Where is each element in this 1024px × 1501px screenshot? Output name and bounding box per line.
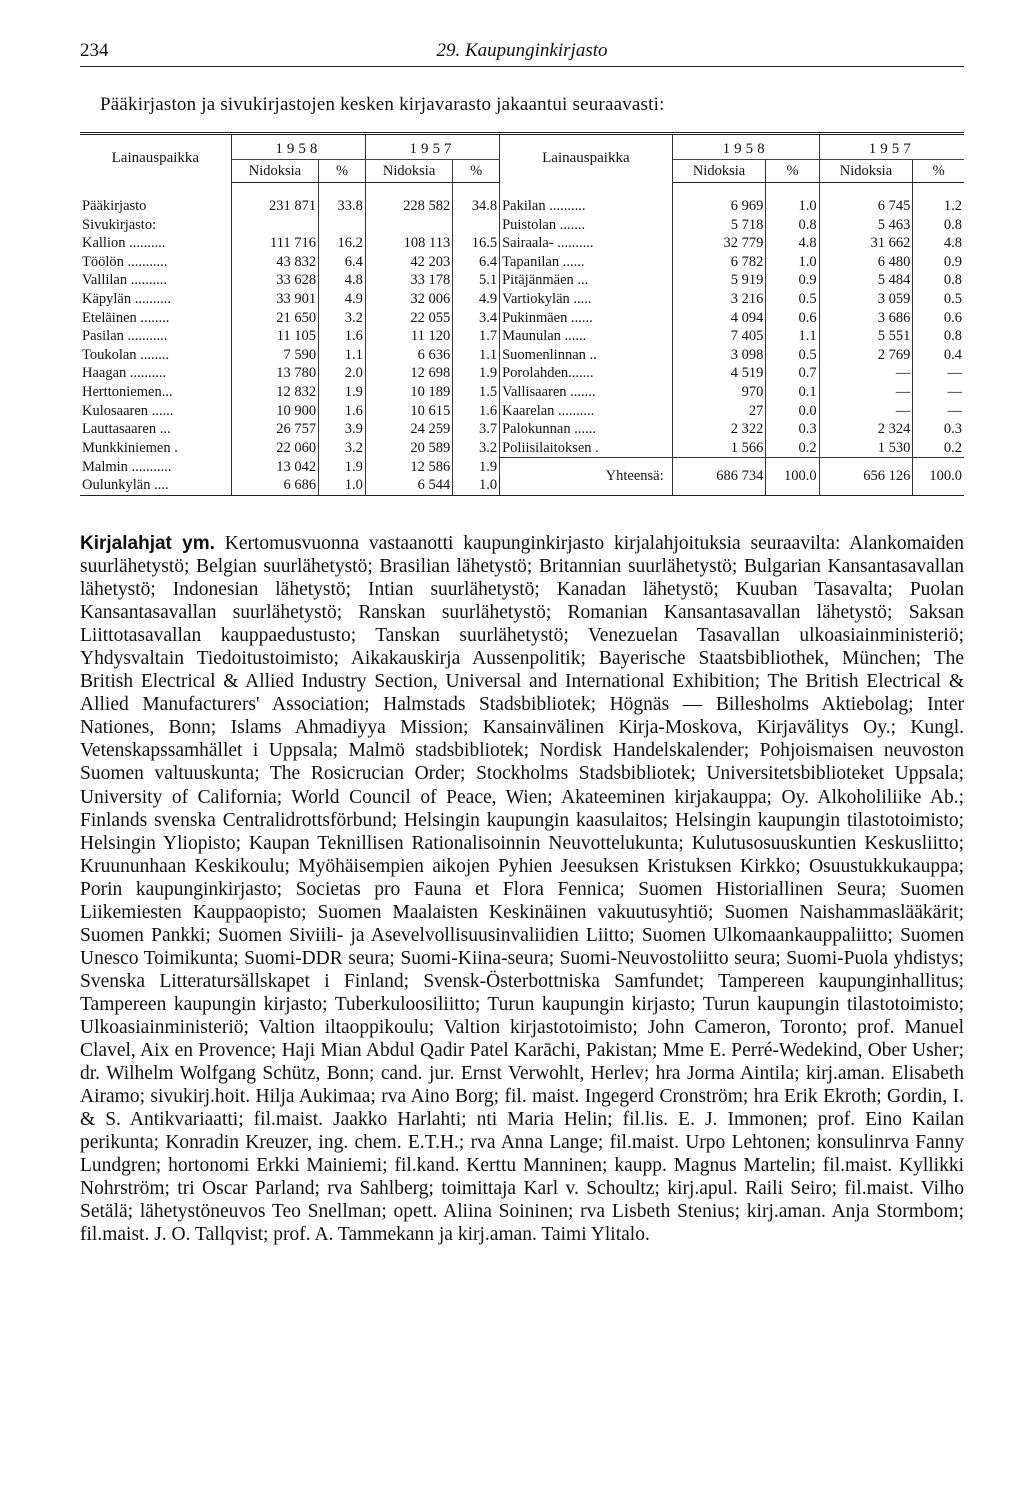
volumes-1958: 7 590: [231, 346, 318, 365]
percent-1957: 0.5: [943, 290, 962, 307]
volumes-1958: [231, 216, 318, 235]
percent-1957: 1.6: [453, 402, 500, 421]
place-name: Herttoniemen...: [80, 383, 231, 402]
percent-1958: 0.7: [766, 364, 819, 383]
percent-1958: 3.2: [319, 309, 366, 328]
place-name: Munkkiniemen .: [80, 439, 231, 458]
volumes-1957: 42 203: [365, 253, 452, 272]
percent-1957: —: [947, 365, 962, 382]
table-row: [80, 271, 964, 290]
percent-1958: 0.6: [766, 309, 819, 328]
volumes-1957: 108 113: [365, 234, 452, 253]
place-name: Lauttasaaren ...: [80, 420, 231, 439]
volumes-1958: 6 969: [672, 197, 766, 216]
percent-1958: 16.2: [319, 234, 366, 253]
percent-1957: [453, 216, 500, 235]
place-name: Kaarelan ..........: [500, 402, 673, 421]
volumes-1958: 231 871: [231, 197, 318, 216]
volumes-1957: 24 259: [365, 420, 452, 439]
percent-1958: 1.0: [319, 476, 366, 495]
volumes-1957: —: [819, 364, 913, 383]
header-place-left: Lainauspaikka: [80, 134, 231, 183]
percent-1958: 0.5: [766, 346, 819, 365]
percent-1958: 0.5: [766, 290, 819, 309]
volumes-1958: 32 779: [672, 234, 766, 253]
running-title: 29. Kaupunginkirjasto: [436, 40, 608, 61]
place-name: Käpylän ..........: [80, 290, 231, 309]
table-row: [80, 458, 964, 477]
percent-1957: 0.3: [943, 421, 962, 438]
volumes-1958: 1 566: [672, 439, 766, 458]
volumes-1957: 6 745: [819, 197, 913, 216]
percent-1957: 0.4: [943, 346, 962, 363]
percent-1957: —: [947, 402, 962, 419]
percent-1957: 3.4: [453, 309, 500, 328]
header-year-1957-left: 1957: [365, 134, 499, 160]
table-row: [80, 197, 964, 216]
percent-1957: 6.4: [453, 253, 500, 272]
table-body: [80, 183, 964, 496]
total-percent-1957: 100.0: [913, 458, 964, 496]
total-volumes-1958: 686 734: [672, 458, 766, 496]
volumes-1958: 4 519: [672, 364, 766, 383]
place-name: Oulunkylän ....: [80, 476, 231, 495]
place-name: Vallilan ..........: [80, 271, 231, 290]
percent-1957: —: [947, 383, 962, 400]
percent-1957: 16.5: [453, 234, 500, 253]
percent-1958: 0.0: [766, 402, 819, 421]
percent-1958: 1.6: [319, 402, 366, 421]
table-row: [80, 420, 964, 439]
percent-1957: 0.6: [943, 309, 962, 326]
volumes-1957: 3 686: [819, 309, 913, 328]
percent-1958: 1.9: [319, 458, 366, 477]
volumes-1957: 31 662: [819, 234, 913, 253]
volumes-1958: 27: [672, 402, 766, 421]
volumes-1958: 26 757: [231, 420, 318, 439]
percent-1957: 1.9: [453, 364, 500, 383]
volumes-1957: 20 589: [365, 439, 452, 458]
volumes-1957: —: [819, 383, 913, 402]
volumes-1957: 32 006: [365, 290, 452, 309]
place-name: Pitäjänmäen ...: [500, 271, 673, 290]
header-nidoksia: Nidoksia: [365, 160, 452, 183]
volumes-1957: 6 480: [819, 253, 913, 272]
place-name: Sivukirjasto:: [80, 216, 231, 235]
volumes-1958: 6 782: [672, 253, 766, 272]
place-name: Tapanilan ......: [500, 253, 673, 272]
place-name: Porolahden.......: [500, 364, 673, 383]
volumes-1957: 6 544: [365, 476, 452, 495]
place-name: Poliisilaitoksen .: [500, 439, 673, 458]
percent-1958: 4.9: [319, 290, 366, 309]
header-place-right: Lainauspaikka: [500, 134, 673, 183]
volumes-1958: 33 628: [231, 271, 318, 290]
table-row: [80, 346, 964, 365]
header-year-1958-left: 1958: [231, 134, 365, 160]
volumes-1957: 1 530: [819, 439, 913, 458]
volumes-1958: 21 650: [231, 309, 318, 328]
section-heading: Kirjalahjat ym.: [80, 533, 215, 554]
volumes-1958: 3 098: [672, 346, 766, 365]
table-row: [80, 439, 964, 458]
percent-1958: 33.8: [319, 197, 366, 216]
header-percent: %: [319, 160, 366, 183]
place-name: Töölön ...........: [80, 253, 231, 272]
table-row: [80, 383, 964, 402]
percent-1957: 0.8: [943, 328, 962, 345]
percent-1957: 1.5: [453, 383, 500, 402]
place-name: Vartiokylän .....: [500, 290, 673, 309]
percent-1958: 0.9: [766, 271, 819, 290]
place-name: Sairaala- ..........: [500, 234, 673, 253]
collection-table: [80, 132, 964, 496]
volumes-1957: 5 463: [819, 216, 913, 235]
percent-1958: 4.8: [319, 271, 366, 290]
percent-1957: 1.9: [453, 458, 500, 477]
percent-1958: 1.9: [319, 383, 366, 402]
percent-1957: 0.8: [943, 272, 962, 289]
volumes-1957: 5 551: [819, 327, 913, 346]
percent-1958: 0.1: [766, 383, 819, 402]
running-head: [80, 40, 964, 67]
table-row: [80, 290, 964, 309]
volumes-1957: 6 636: [365, 346, 452, 365]
table-row: [80, 234, 964, 253]
place-name: Kulosaaren ......: [80, 402, 231, 421]
place-name: Pääkirjasto: [80, 197, 231, 216]
percent-1958: 4.8: [766, 234, 819, 253]
volumes-1957: 12 586: [365, 458, 452, 477]
volumes-1958: 970: [672, 383, 766, 402]
volumes-1958: 22 060: [231, 439, 318, 458]
percent-1957: 0.2: [943, 439, 962, 456]
header-year-1958-right: 1958: [672, 134, 819, 160]
place-name: Malmin ...........: [80, 458, 231, 477]
volumes-1958: 5 919: [672, 271, 766, 290]
place-name: Vallisaaren .......: [500, 383, 673, 402]
volumes-1958: 2 322: [672, 420, 766, 439]
percent-1958: 2.0: [319, 364, 366, 383]
volumes-1958: 13 780: [231, 364, 318, 383]
volumes-1957: 5 484: [819, 271, 913, 290]
percent-1957: 34.8: [453, 197, 500, 216]
percent-1957: 4.8: [943, 235, 962, 252]
volumes-1957: 10 615: [365, 402, 452, 421]
percent-1958: 0.2: [766, 439, 819, 458]
percent-1958: [319, 216, 366, 235]
section-text: Kertomusvuonna vastaanotti kaupunginkirjasto kirjalahjoituksia seuraavilta: Alankomaiden suurlähetystö; Belgian suurlähetystö; Brasilian lähetystö; Britannian suurlähetystö; Bulgarian Kansantasavallan lähetystö; Indonesian lähetystö; Intian suurlähetystö; Kanadan lähetystö; Kuuban Tasavalta; Puolan Kansantasavallan suurlähetystö; Ranskan suurlähetystö; Romanian Kansantasavallan lähetystö; Saksan Liittotasavallan kauppaedustusto; Tanskan suurlähetystö; Venezuelan Tasavallan ulkoasiainministeriö; Yhdysvaltain Tiedoitustoimisto; Aikakauskirja Aussenpolitik; Bayerische Staatsbibliothek, München; The British Electrical & Allied Industry Section, Universal and International Exhibition; The British Electrical & Allied Manufacturers' Association; Halmstads Stadsbibliotek; Högnäs — Billesholms Aktiebolag; Inter Nationes, Bonn; Islams Ahmadiyya Mission; Kansainvälinen Kirja-Moskova, Kirjavälitys Oy.; Kungl. Vetenskapssamhället i Uppsala; Malmö stadsbibliotek; Nordisk Handelskalender; Pohjoismaisen neuvoston Suomen valtuuskunta; The Rosicrucian Order; Stockholms Stadsbibliotek; Universitetsbiblioteket Uppsala; University of California; World Council of Peace, Wien; Akateeminen kirjakauppa; Oy. Alkoholiliike Ab.; Finlands svenska Centralidrottsförbund; Helsingin kaupungin kaasulaitos; Helsingin kaupungin tilastotoimisto; Helsingin Yliopisto; Kaupan Teknillisen Rationalisoinnin Neuvottelukunta; Kulutusosuuskuntien Keskusliitto; Kruununhaan Keskikoulu; Myöhäisempien aikojen Pyhien Jeesuksen Kristuksen Kirkko; Osuustukkukauppa; Porin kaupunginkirjasto; Societas pro Fauna et Flora Fennica; Suomen Historiallinen Seura; Suomen Liikemiesten Kauppaopisto; Suomen Maalaisten Keskinäinen vakuutusyhtiö; Suomen Naishammaslääkärit; Suomen Pankki; Suomen Siviili- ja Asevelvollisuusinvaliidien Liitto; Suomen Ulkomaankauppaliitto; Suomen Unesco Toimikunta; Suomi-DDR seura; Suomi-Kiina-seura; Suomi-Neuvostoliitto seura; Suomi-Puola yhdistys; Svenska Litteratursällskapet i Finland; Svensk-Österbottniska Samfundet; Tampereen kaupunginhallitus; Tampereen kaupungin kirjasto; Tuberkuloosiliitto; Turun kaupungin kirjasto; Turun kaupungin tilastotoimisto; Ulkoasiainministeriö; Valtion iltaoppikoulu; Valtion kirjastotoimisto; John Cameron, Toronto; prof. Manuel Clavel, Aix en Provence; Haji Mian Abdul Qadir Patel Karāchi, Pakistan; Mme E. Perré-Wedekind, Ober Usher; dr. Wilhelm Wolfgang Schütz, Bonn; cand. jur. Ernst Verwohlt, Herlev; hra Jorma Aintila; kirj.aman. Elisabeth Airamo; sivukirj.hoit. Hilja Aukimaa; rva Aino Borg; fil. maist. Ingegerd Cronström; hra Erik Ekroth; Gordin, I. & S. Antikvariaatti; fil.maist. Jaakko Harlahti; nti Maria Helin; fil.lis. E. J. Immonen; prof. Eino Kailan perikunta; Konradin Kreuzer, ing. chem. E.T.H.; rva Anna Lange; fil.maist. Urpo Lehtonen; konsulinrva Fanny Lundgren; hortonomi Erkki Mainiemi; fil.kand. Kerttu Manninen; kaupp. Magnus Martelin; fil.maist. Kyllikki Nohrström; tri Oscar Parland; rva Sahlberg; toimittaja Karl v. Schoultz; kirj.apul. Raili Seiro; fil.maist. Vilho Setälä; lähetystöneuvos Teo Snellman; opett. Aliina Soininen; rva Lisbeth Stenius; kirj.aman. Anja Stormbom; fil.maist. J. O. Tallqvist; prof. A. Tammekann ja kirj.aman. Taimi Ylitalo.: [80, 533, 964, 1246]
donations-paragraph: [80, 532, 964, 1246]
place-name: Suomenlinnan ..: [500, 346, 673, 365]
volumes-1957: 2 324: [819, 420, 913, 439]
table-row: [80, 309, 964, 328]
volumes-1958: 6 686: [231, 476, 318, 495]
volumes-1957: 2 769: [819, 346, 913, 365]
volumes-1957: 3 059: [819, 290, 913, 309]
volumes-1958: 10 900: [231, 402, 318, 421]
volumes-1957: 33 178: [365, 271, 452, 290]
volumes-1957: 10 189: [365, 383, 452, 402]
header-nidoksia: Nidoksia: [819, 160, 913, 183]
percent-1957: 0.9: [943, 253, 962, 270]
table-row: [80, 402, 964, 421]
table-row: [80, 364, 964, 383]
volumes-1957: 228 582: [365, 197, 452, 216]
header-percent: %: [913, 160, 964, 183]
percent-1958: 6.4: [319, 253, 366, 272]
percent-1958: 3.9: [319, 420, 366, 439]
header-percent: %: [766, 160, 819, 183]
intro-sentence: Pääkirjaston ja sivukirjastojen kesken kirjavarasto jakaantui seuraavasti:: [100, 94, 665, 115]
percent-1957: 1.7: [453, 327, 500, 346]
percent-1958: 1.6: [319, 327, 366, 346]
percent-1957: 4.9: [453, 290, 500, 309]
header-percent: %: [453, 160, 500, 183]
header-year-1957-right: 1957: [819, 134, 964, 160]
table-spacer: [80, 183, 964, 198]
volumes-1958: 7 405: [672, 327, 766, 346]
percent-1958: 0.8: [766, 216, 819, 235]
percent-1958: 1.0: [766, 253, 819, 272]
volumes-1957: [365, 216, 452, 235]
place-name: Haagan ..........: [80, 364, 231, 383]
volumes-1958: 5 718: [672, 216, 766, 235]
table-row: [80, 327, 964, 346]
volumes-1958: 111 716: [231, 234, 318, 253]
total-volumes-1957: 656 126: [819, 458, 913, 496]
place-name: Palokunnan ......: [500, 420, 673, 439]
place-name: Puistolan .......: [500, 216, 673, 235]
place-name: Kallion ..........: [80, 234, 231, 253]
table-row: [80, 216, 964, 235]
volumes-1958: 12 832: [231, 383, 318, 402]
total-label: Yhteensä:: [500, 458, 673, 496]
percent-1957: 1.2: [943, 198, 962, 214]
percent-1958: 0.3: [766, 420, 819, 439]
place-name: Maunulan ......: [500, 327, 673, 346]
percent-1957: 3.2: [453, 439, 500, 458]
header-nidoksia: Nidoksia: [672, 160, 766, 183]
place-name: Pasilan ...........: [80, 327, 231, 346]
percent-1957: 3.7: [453, 420, 500, 439]
header-nidoksia: Nidoksia: [231, 160, 318, 183]
percent-1957: 5.1: [453, 271, 500, 290]
percent-1957: 1.1: [453, 346, 500, 365]
volumes-1958: 11 105: [231, 327, 318, 346]
volumes-1957: 22 055: [365, 309, 452, 328]
volumes-1957: 11 120: [365, 327, 452, 346]
total-percent-1958: 100.0: [766, 458, 819, 496]
volumes-1958: 33 901: [231, 290, 318, 309]
percent-1958: 1.0: [766, 197, 819, 216]
volumes-1958: 43 832: [231, 253, 318, 272]
place-name: Eteläinen ........: [80, 309, 231, 328]
volumes-1957: —: [819, 402, 913, 421]
place-name: Toukolan ........: [80, 346, 231, 365]
percent-1958: 1.1: [319, 346, 366, 365]
percent-1957: 0.8: [943, 216, 962, 233]
percent-1957: 1.0: [453, 476, 500, 495]
percent-1958: 3.2: [319, 439, 366, 458]
table-row: [80, 253, 964, 272]
page-number: 234: [80, 40, 109, 61]
volumes-1958: 3 216: [672, 290, 766, 309]
place-name: Pakilan ..........: [500, 197, 673, 216]
volumes-1957: 12 698: [365, 364, 452, 383]
percent-1958: 1.1: [766, 327, 819, 346]
volumes-1958: 4 094: [672, 309, 766, 328]
place-name: Pukinmäen ......: [500, 309, 673, 328]
volumes-1958: 13 042: [231, 458, 318, 477]
